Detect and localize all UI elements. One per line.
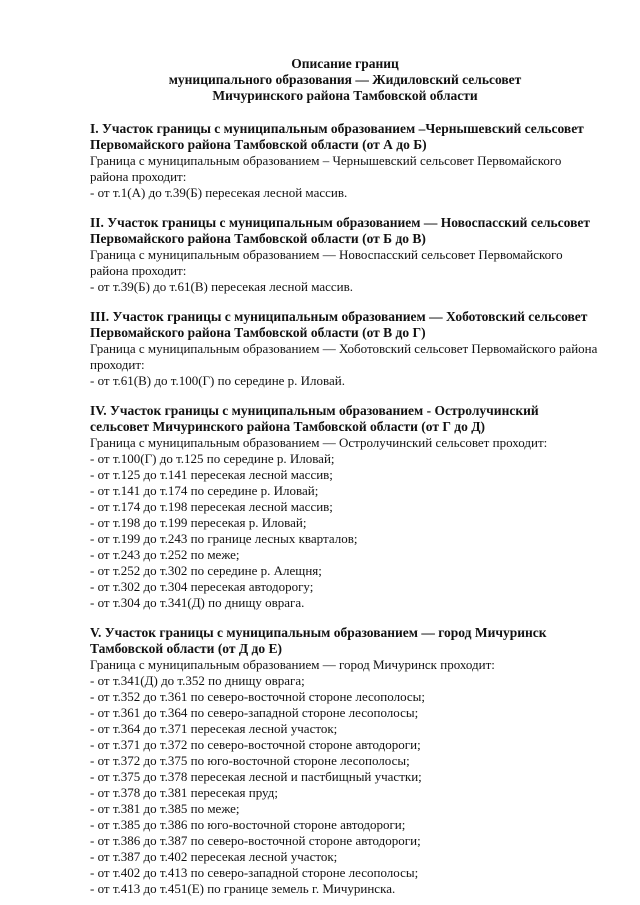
list-item: - от т.174 до т.198 пересекая лесной массив; <box>90 499 333 514</box>
list-item: - от т.413 до т.451(Е) по границе земель г. Мичуринска. <box>90 881 396 896</box>
list-item: - от т.141 до т.174 по середине р. Иловай; <box>90 483 319 498</box>
section-intro: Граница с муниципальным образованием – Чернышевский сельсовет Первомайского района проходит: <box>90 153 562 184</box>
list-item: - от т.352 до т.361 по северо-восточной стороне лесополосы; <box>90 689 426 704</box>
list-item: - от т.378 до т.381 пересекая пруд; <box>90 785 278 800</box>
list-item: - от т.252 до т.302 по середине р. Алещня; <box>90 563 322 578</box>
section-intro: Граница с муниципальным образованием — Новоспасский сельсовет Первомайского района проходит: <box>90 247 563 278</box>
section-item-list <box>90 373 600 389</box>
document-title <box>90 56 600 104</box>
section-heading: II. Участок границы с муниципальным образованием — Новоспасский сельсовет Первомайского района Тамбовской области (от Б до В) <box>90 215 591 246</box>
list-item: - от т.243 до т.252 по меже; <box>90 547 240 562</box>
list-item: - от т.375 до т.378 пересекая лесной и пастбищный участки; <box>90 769 422 784</box>
section-heading: I. Участок границы с муниципальным образованием –Чернышевский сельсовет Первомайского района Тамбовской области (от А до Б) <box>90 121 584 152</box>
list-item: - от т.387 до т.402 пересекая лесной участок; <box>90 849 338 864</box>
list-item: - от т.100(Г) до т.125 по середине р. Иловай; <box>90 451 335 466</box>
section-item-list <box>90 185 600 201</box>
boundary-section <box>90 215 600 295</box>
boundary-section <box>90 121 600 201</box>
title-line-1: Описание границ <box>291 56 399 71</box>
list-item: - от т.402 до т.413 по северо-западной стороне лесополосы; <box>90 865 419 880</box>
list-item: - от т.372 до т.375 по юго-восточной стороне лесополосы; <box>90 753 410 768</box>
list-item: - от т.386 до т.387 по северо-восточной стороне автодороги; <box>90 833 421 848</box>
boundary-section <box>90 625 600 897</box>
section-item-list <box>90 451 600 611</box>
section-intro: Граница с муниципальным образованием — Остролучинский сельсовет проходит: <box>90 435 548 450</box>
list-item: - от т.304 до т.341(Д) по днищу оврага. <box>90 595 305 610</box>
list-item: - от т.364 до т.371 пересекая лесной участок; <box>90 721 338 736</box>
section-heading: IV. Участок границы с муниципальным образованием - Остролучинский сельсовет Мичуринского района Тамбовской области (от Г до Д) <box>90 403 539 434</box>
section-heading: III. Участок границы с муниципальным образованием — Хоботовский сельсовет Первомайского района Тамбовской области (от В до Г) <box>90 309 588 340</box>
title-line-2: муниципального образования — Жидиловский сельсовет <box>168 72 522 87</box>
section-intro: Граница с муниципальным образованием — Хоботовский сельсовет Первомайского района проходит: <box>90 341 598 372</box>
list-item: - от т.381 до т.385 по меже; <box>90 801 240 816</box>
list-item: - от т.1(А) до т.39(Б) пересекая лесной массив. <box>90 185 348 200</box>
boundary-section <box>90 403 600 611</box>
section-intro: Граница с муниципальным образованием — город Мичуринск проходит: <box>90 657 495 672</box>
list-item: - от т.199 до т.243 по границе лесных кварталов; <box>90 531 358 546</box>
sections-container <box>90 121 600 897</box>
boundary-section <box>90 309 600 389</box>
list-item: - от т.39(Б) до т.61(В) пересекая лесной массив. <box>90 279 354 294</box>
list-item: - от т.61(В) до т.100(Г) по середине р. Иловай. <box>90 373 345 388</box>
list-item: - от т.385 до т.386 по юго-восточной стороне автодороги; <box>90 817 406 832</box>
title-line-3: Мичуринского района Тамбовской области <box>212 88 478 103</box>
section-heading: V. Участок границы с муниципальным образованием — город Мичуринск Тамбовской области (от Д до Е) <box>90 625 547 656</box>
section-item-list <box>90 279 600 295</box>
list-item: - от т.341(Д) до т.352 по днищу оврага; <box>90 673 305 688</box>
list-item: - от т.302 до т.304 пересекая автодорогу; <box>90 579 314 594</box>
list-item: - от т.198 до т.199 пересекая р. Иловай; <box>90 515 307 530</box>
list-item: - от т.361 до т.364 по северо-западной стороне лесополосы; <box>90 705 419 720</box>
list-item: - от т.125 до т.141 пересекая лесной массив; <box>90 467 333 482</box>
list-item: - от т.371 до т.372 по северо-восточной стороне автодороги; <box>90 737 421 752</box>
section-item-list <box>90 673 600 897</box>
